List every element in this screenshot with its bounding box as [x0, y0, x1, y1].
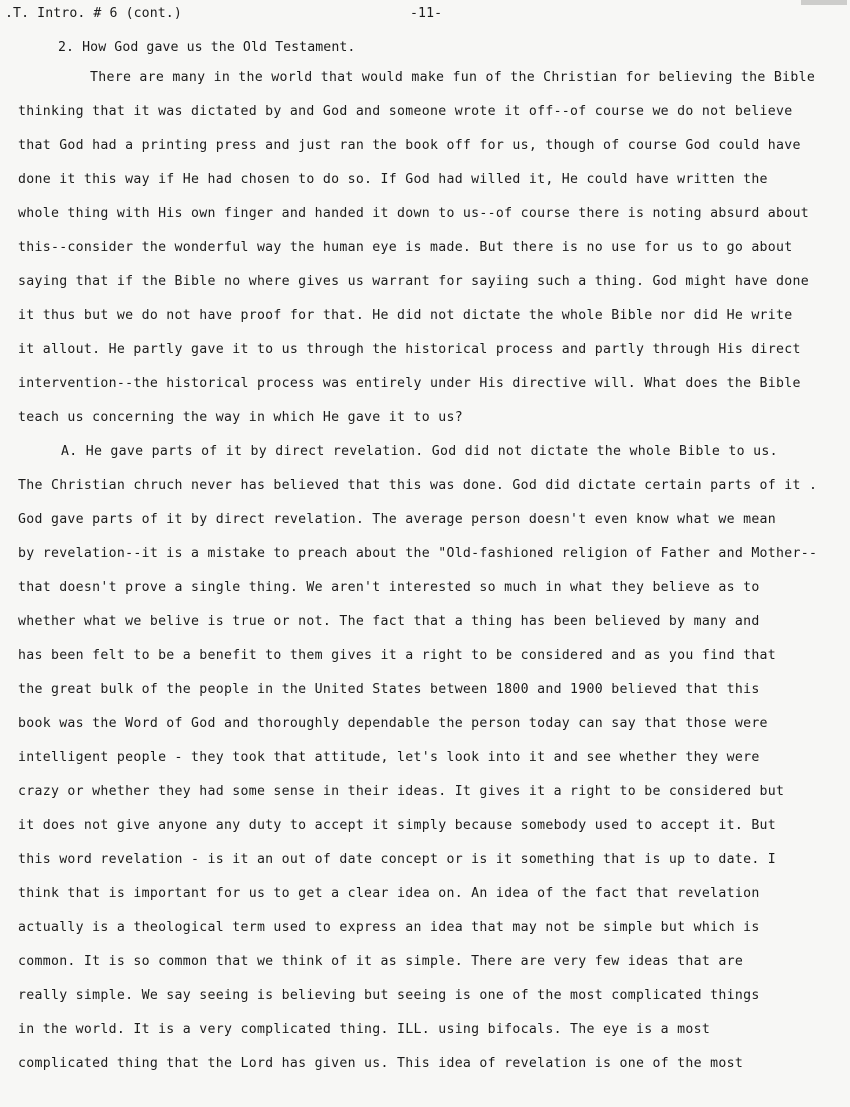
section-heading: 2. How God gave us the Old Testament.	[58, 40, 356, 55]
text-line: this word revelation - is it an out of date concept or is it something that is up to date. I	[18, 852, 777, 867]
text-line: that God had a printing press and just ran the book off for us, though of course God could have	[18, 138, 801, 153]
text-line: it thus but we do not have proof for that. He did not dictate the whole Bible nor did He write	[18, 308, 793, 323]
text-line: book was the Word of God and thoroughly dependable the person today can say that those were	[18, 716, 768, 731]
text-line: think that is important for us to get a clear idea on. An idea of the fact that revelation	[18, 886, 760, 901]
text-line: really simple. We say seeing is believing but seeing is one of the most complicated things	[18, 988, 760, 1003]
page-number: -11-	[410, 6, 443, 21]
text-line: whether what we belive is true or not. The fact that a thing has been believed by many and	[18, 614, 760, 629]
text-line: actually is a theological term used to express an idea that may not be simple but which is	[18, 920, 760, 935]
text-line: that doesn't prove a single thing. We aren't interested so much in what they believe as to	[18, 580, 760, 595]
text-line: common. It is so common that we think of it as simple. There are very few ideas that are	[18, 954, 744, 969]
text-line: done it this way if He had chosen to do so. If God had willed it, He could have written the	[18, 172, 768, 187]
document-title: .T. Intro. # 6 (cont.)	[5, 6, 182, 21]
text-line: intelligent people - they took that attitude, let's look into it and see whether they were	[18, 750, 760, 765]
text-line: the great bulk of the people in the United States between 1800 and 1900 believed that this	[18, 682, 760, 697]
text-line: it allout. He partly gave it to us through the historical process and partly through His direct	[18, 342, 801, 357]
text-line: thinking that it was dictated by and God and someone wrote it off--of course we do not believe	[18, 104, 793, 119]
text-line: teach us concerning the way in which He gave it to us?	[18, 410, 463, 425]
text-line: by revelation--it is a mistake to preach about the "Old-fashioned religion of Father and Mother--	[18, 546, 818, 561]
text-line: whole thing with His own finger and handed it down to us--of course there is noting absurd about	[18, 206, 809, 221]
text-line: has been felt to be a benefit to them gives it a right to be considered and as you find that	[18, 648, 777, 663]
text-line: saying that if the Bible no where gives us warrant for sayiing such a thing. God might have done	[18, 274, 809, 289]
text-line: crazy or whether they had some sense in their ideas. It gives it a right to be considerеd but	[18, 784, 785, 799]
scan-edge-mark	[801, 0, 847, 5]
text-line: intervention--the historical process was entirely under His directive will. What does the Bible	[18, 376, 801, 391]
text-line: The Christian chruch never has believed that this was done. God did dictate certain parts of it .	[18, 478, 818, 493]
text-line: in the world. It is a very complicated thing. ILL. using bifocals. The eye is a most	[18, 1022, 711, 1037]
text-line: There are many in the world that would make fun of the Christian for believing the Bible	[90, 70, 816, 85]
text-line: A. He gave parts of it by direct revelation. God did not dictate the whole Bible to us.	[61, 444, 778, 459]
text-line: this--consider the wonderful way the human eye is made. But there is no use for us to go about	[18, 240, 793, 255]
text-line: it does not give anyone any duty to accept it simply because somebody used to accept it. But	[18, 818, 777, 833]
text-line: God gave parts of it by direct revelation. The average person doesn't even know what we mean	[18, 512, 777, 527]
page-header	[5, 6, 805, 26]
text-line: complicated thing that the Lord has given us. This idea of revelation is one of the most	[18, 1056, 744, 1071]
